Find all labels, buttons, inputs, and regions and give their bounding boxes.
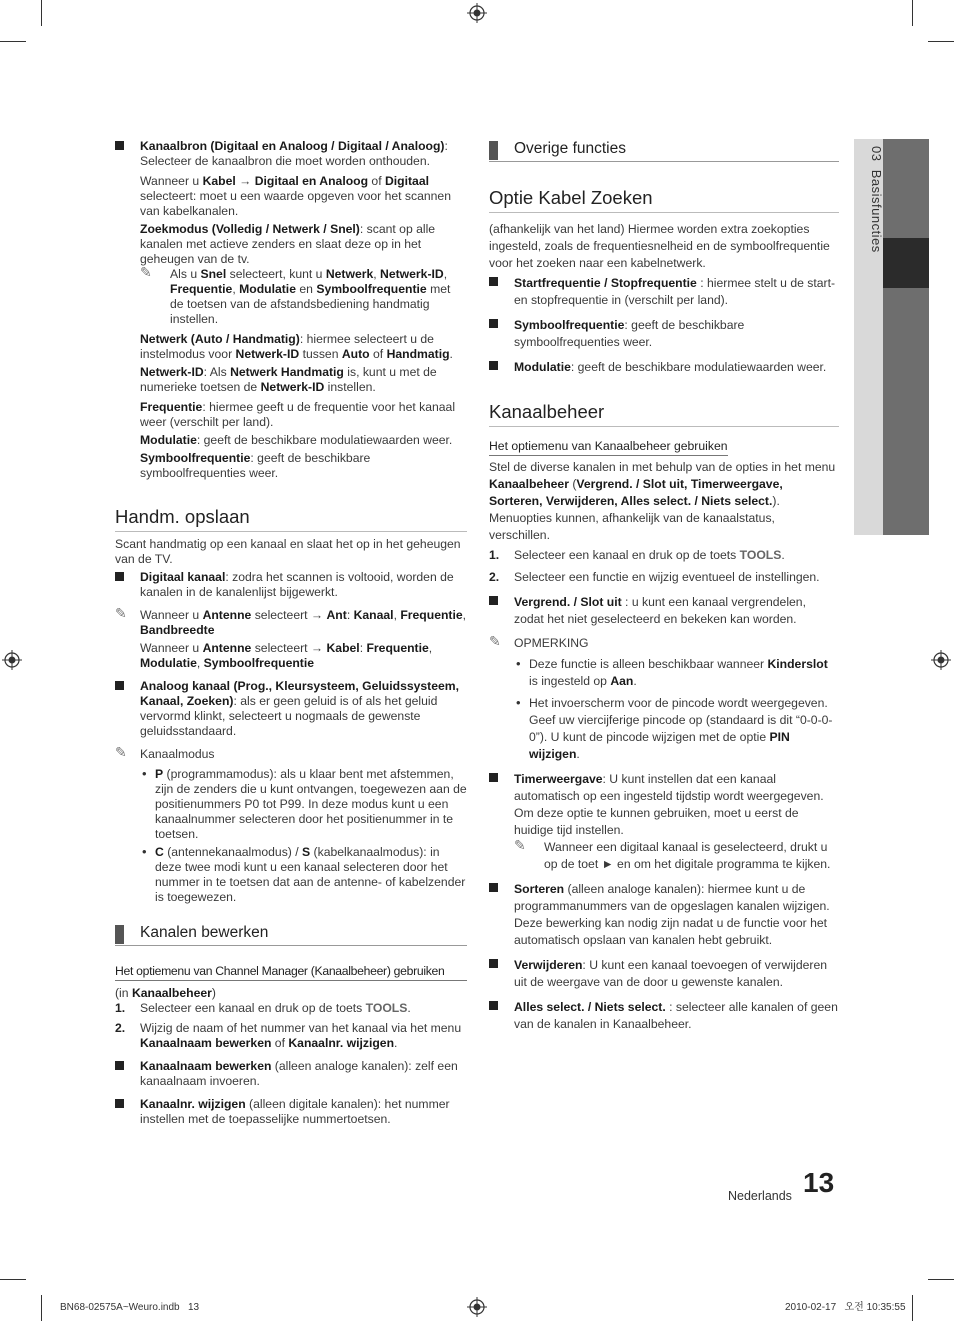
square-bullet-icon (489, 1001, 498, 1010)
chapter-tab-band (883, 139, 929, 535)
note: ✎ OPMERKING (489, 633, 589, 650)
list-item: • P (programmamodus): als u klaar bent met afstemmen, zijn de zenders die u kunt ontvangen, toegewezen aan de positienummers P0 tot P99. In deze modus kunt u een kanaalnummer selecteren door het positienummer in te toetsen. (142, 766, 467, 841)
square-bullet-icon (489, 773, 498, 782)
subheading: Het optiemenu van Kanaalbeheer gebruiken (489, 439, 728, 456)
square-bullet-icon (115, 1099, 124, 1108)
list-item: Digitaal kanaal: zodra het scannen is voltooid, worden de kanalen in de kanalenlijst bijgewerkt. (115, 570, 467, 600)
right-column (489, 139, 839, 1033)
paragraph: Netwerk (Auto / Handmatig): hiermee selecteert u de instelmodus voor Netwerk-ID tussen Auto of Handmatig. (140, 332, 453, 361)
crop-mark (41, 0, 42, 26)
left-column (115, 139, 467, 1127)
list-item: Alles select. / Niets select. : selecteer alle kanalen of geen van de kanalen in Kanaalbeheer. (489, 999, 839, 1033)
list-item: Kanaalnr. wijzigen (alleen digitale kanalen): het nummer instellen met de toepasselijke nummertoetsen. (115, 1097, 467, 1127)
square-bullet-icon (489, 361, 498, 370)
pencil-note-icon: ✎ (514, 837, 526, 853)
section-heading: Kanalen bewerken (115, 923, 467, 946)
paragraph: Frequentie: hiermee geeft u de frequentie voor het kanaal weer (verschilt per land). (140, 400, 456, 429)
paragraph: Stel de diverse kanalen in met behulp van de opties in het menu Kanaalbeheer (Vergrend. / Slot uit, Timerweergave, Sorteren, Verwijderen, Alles select. / Niets select.). Menuopties kunnen, afhankelijk van de kanaalstatus, verschillen. (489, 460, 836, 542)
square-bullet-icon (489, 277, 498, 286)
registration-mark-icon (467, 3, 487, 23)
crop-mark (912, 0, 913, 26)
list-item: Startfrequentie / Stopfrequentie : hiermee stelt u de start- en stopfrequentie in (verschilt per land). (489, 275, 839, 309)
square-bullet-icon (115, 572, 124, 581)
list-item: • Het invoerscherm voor de pincode wordt weergegeven. Geef uw viercijferige pincode op (standaard is dit “0-0-0-0”). U kunt de pincode wijzigen met de optie PIN wijzigen. (516, 695, 833, 761)
chapter-label: 03 Basisfuncties (869, 146, 884, 253)
imprint-file: BN68-02575A~Weuro.indb 13 (60, 1302, 200, 1313)
registration-mark-icon (931, 650, 951, 670)
paragraph: (in Kanaalbeheer) (115, 986, 216, 1000)
crop-mark (41, 1295, 42, 1321)
square-bullet-icon (489, 959, 498, 968)
registration-mark-icon (2, 650, 22, 670)
paragraph: Wanneer u Kabel → Digitaal en Analoog of Digitaal selecteert: moet u een waarde opgeven voor het scannen van kabelkanalen. (140, 174, 451, 218)
list-item: Timerweergave: U kunt instellen dat een kanaal automatisch op een ingesteld tijdstip wordt weergegeven. Om deze optie te kunnen gebruiken, moet u eerst de huidige tijd instellen. ✎ Wanneer een digitaal kanaal is geselecteerd, drukt u op de toet ► en om het digitale programma te kijken. (489, 771, 839, 873)
list-item: Modulatie: geeft de beschikbare modulatiewaarden weer. (489, 359, 839, 376)
paragraph: Netwerk-ID: Als Netwerk Handmatig is, kunt u met de numerieke toetsen de Netwerk-ID instellen. (140, 365, 437, 394)
registration-mark-icon (467, 1297, 487, 1317)
pencil-note-icon: ✎ (115, 605, 127, 621)
square-bullet-icon (489, 596, 498, 605)
list-item: Verwijderen: U kunt een kanaal toevoegen of verwijderen uit de weergave van de door u gewenste kanalen. (489, 957, 839, 991)
paragraph: (afhankelijk van het land) Hiermee worden extra zoekopties ingesteld, zoals de frequentiesnelheid en de symboolfrequentie voor het zoeken naar een kabelnetwerk. (489, 222, 830, 270)
paragraph: Symboolfrequentie: geeft de beschikbare symboolfrequenties weer. (140, 451, 371, 480)
square-bullet-icon (489, 319, 498, 328)
square-bullet-icon (115, 681, 124, 690)
crop-mark (928, 41, 954, 42)
list-item: Sorteren (alleen analoge kanalen): hiermee kunt u de programmanummers van de opgeslagen kanalen wijzigen. Deze bewerking kan nodig zijn nadat u de functie voor het automatisch opslaan van kanalen hebt gebruikt. (489, 881, 839, 949)
note: ✎ Als u Snel selecteert, kunt u Netwerk, Netwerk-ID, Frequentie, Modulatie en Symboolfrequentie met de toetsen van de afstandsbediening handmatig instellen. (140, 264, 451, 326)
paragraph: Scant handmatig op een kanaal en slaat het op in het geheugen van de TV. (115, 537, 461, 566)
section-heading: Optie Kabel Zoeken (489, 187, 839, 213)
imprint-timestamp: 2010-02-17 오전 10:35:55 (785, 1302, 906, 1313)
footer-language: Nederlands (728, 1189, 792, 1203)
note: ✎ Wanneer een digitaal kanaal is geselecteerd, drukt u op de toet ► en om het digitale programma te kijken. (514, 837, 831, 871)
crop-mark (0, 41, 26, 42)
note: ✎ Kanaalmodus (115, 744, 215, 761)
pencil-note-icon: ✎ (140, 264, 152, 280)
pencil-note-icon: ✎ (489, 633, 501, 649)
square-bullet-icon (115, 141, 124, 150)
subheading: Het optiemenu van Channel Manager (Kanaalbeheer) gebruiken (115, 964, 467, 981)
list-item: Vergrend. / Slot uit : u kunt een kanaal vergrendelen, zodat het niet geselecteerd en bekeken kan worden. (489, 594, 839, 628)
page-number: 13 (803, 1167, 835, 1198)
crop-mark (912, 1295, 913, 1321)
square-bullet-icon (115, 1061, 124, 1070)
square-bullet-icon (489, 883, 498, 892)
note: ✎ Wanneer u Antenne selecteert → Ant: Kanaal, Frequentie, Bandbreedte Wanneer u Antenne selecteert → Kabel: Frequentie, Modulatie, Symboolfrequentie (115, 605, 467, 670)
step-item: 1. Selecteer een kanaal en druk op de toets TOOLS. (115, 1001, 411, 1015)
list-item: • Deze functie is alleen beschikbaar wanneer Kinderslot is ingesteld op Aan. (516, 656, 828, 688)
list-item: Kanaalbron (Digitaal en Analoog / Digitaal / Analoog): Selecteer de kanaalbron die moet worden onthouden. (115, 139, 467, 169)
crop-mark (0, 1279, 26, 1280)
list-item: • C (antennekanaalmodus) / S (kabelkanaalmodus): in deze twee modi kunt u een kanaal selecteren door het nummer in te toetsen dat aan de antenne- of kabelzender is toegewezen. (142, 844, 466, 904)
section-heading: Overige functies (489, 139, 839, 162)
crop-mark (928, 1279, 954, 1280)
step-item: 2. Wijzig de naam of het nummer van het kanaal via het menu Kanaalnaam bewerken of Kanaalnr. wijzigen. (115, 1021, 462, 1050)
list-item: Analoog kanaal (Prog., Kleursysteem, Geluidssysteem, Kanaal, Zoeken): als er geen geluid is of als het geluid vervormd klinkt, selecteert u nogmaals de gewenste geluidsstandaard. (115, 679, 467, 739)
paragraph: Zoekmodus (Volledig / Netwerk / Snel): scant op alle kanalen met actieve zenders en slaat deze op in het geheugen van de tv. (140, 222, 436, 266)
paragraph: Modulatie: geeft de beschikbare modulatiewaarden weer. (140, 433, 453, 447)
step-item: 1. Selecteer een kanaal en druk op de toets TOOLS. (489, 548, 785, 562)
list-item: Kanaalnaam bewerken (alleen analoge kanalen): zelf een kanaalnaam invoeren. (115, 1059, 467, 1089)
pencil-note-icon: ✎ (115, 744, 127, 760)
list-item: Symboolfrequentie: geeft de beschikbare symboolfrequenties weer. (489, 317, 839, 351)
step-item: 2. Selecteer een functie en wijzig eventueel de instellingen. (489, 570, 820, 584)
section-heading: Kanaalbeheer (489, 401, 839, 427)
chapter-tab-marker (883, 238, 929, 288)
section-heading: Handm. opslaan (115, 506, 467, 532)
